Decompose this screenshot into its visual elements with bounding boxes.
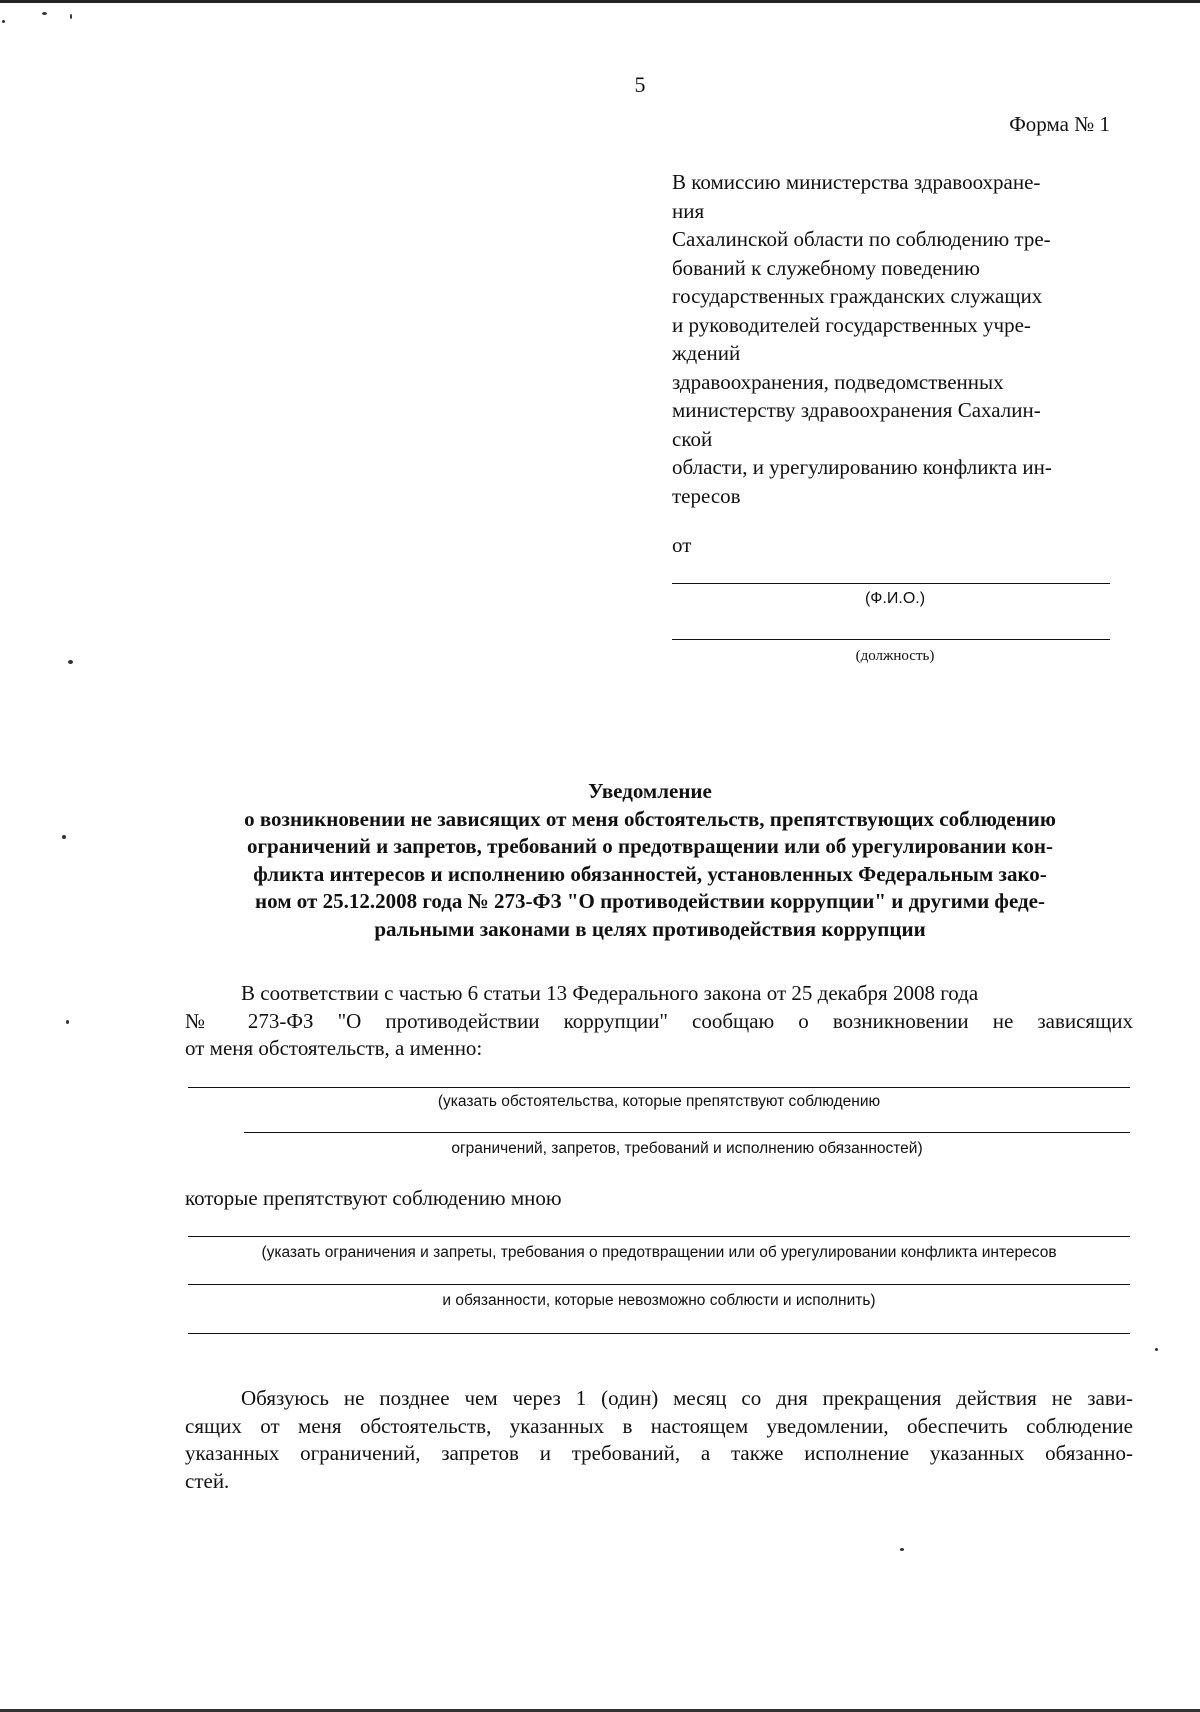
paragraph-line: указанных ограничений, запретов и требований, а также исполнение указанных обязанно- [185, 1441, 1133, 1465]
circumstances-blank-line-1[interactable] [188, 1087, 1130, 1088]
addressee-line: В комиссию министерства здравоохране- [672, 170, 1041, 194]
addressee-line: бований к служебному поведению [672, 255, 980, 280]
circumstances-hint-1: (указать обстоятельства, которые препятствуют соблюдению [437, 1093, 881, 1110]
paragraph-obligation [185, 1385, 1133, 1495]
addressee-line: министерству здравоохранения Сахалин- [672, 398, 1041, 422]
position-hint: (должность) [855, 648, 935, 664]
scan-speck [66, 1020, 69, 1024]
position-blank-line[interactable] [672, 639, 1110, 640]
title-line: фликта интересов и исполнению обязанностей, установленных Федеральным зако- [253, 861, 1047, 886]
scan-speck [1155, 1348, 1158, 1351]
fio-blank-line[interactable] [672, 583, 1110, 584]
scan-speck [68, 660, 73, 664]
paragraph-line: Обязуюсь не позднее чем через 1 (один) месяц со дня прекращения действия не зави- [241, 1386, 1133, 1410]
title-line: ном от 25.12.2008 года № 273-ФЗ "О противодействии коррупции" и другими феде- [255, 889, 1045, 913]
scan-speck [70, 14, 72, 19]
restrictions-blank-line-2[interactable] [188, 1284, 1130, 1285]
paragraph-line: от меня обстоятельств, а именно: [185, 1036, 483, 1060]
document-title [180, 778, 1120, 943]
page-number: 5 [634, 72, 646, 97]
scan-speck [42, 12, 47, 15]
paragraph-line: сящих от меня обстоятельств, указанных в настоящем уведомлении, обеспечить соблюдение [185, 1413, 1133, 1438]
circumstances-hint-2: ограничений, запретов, требований и исполнению обязанностей) [451, 1140, 923, 1157]
addressee-line: тересов [672, 483, 741, 508]
restrictions-blank-line-1[interactable] [188, 1236, 1130, 1237]
addressee-line: ской [672, 426, 713, 451]
addressee-line: ждений [672, 341, 741, 365]
title-line: ральными законами в целях противодействия коррупции [374, 916, 926, 941]
from-label: от [672, 533, 692, 557]
addressee-line: государственных гражданских служащих [672, 284, 1043, 308]
addressee-line: Сахалинской области по соблюдению тре- [672, 227, 1051, 251]
title-line: о возникновении не зависящих от меня обстоятельств, препятствующих соблюдению [244, 806, 1056, 831]
circumstances-blank-line-2[interactable] [244, 1132, 1130, 1133]
paragraph-restrictions [185, 1185, 562, 1213]
addressee-line: и руководителей государственных учре- [672, 312, 1031, 337]
paragraph-line: которые препятствуют соблюдению мною [185, 1186, 562, 1210]
scan-speck [900, 1548, 904, 1551]
restrictions-hint-1: (указать ограничения и запреты, требования о предотвращении или об урегулировании конфликта интересов [261, 1244, 1057, 1261]
fio-hint: (Ф.И.О.) [864, 590, 926, 607]
restrictions-hint-2: и обязанности, которые невозможно соблюсти и исполнить) [442, 1292, 876, 1309]
title-heading: Уведомление [588, 779, 712, 803]
scan-top-edge [0, 0, 1200, 3]
addressee-line: здравоохранения, подведомственных [672, 369, 1004, 394]
scan-speck [62, 835, 66, 839]
scan-speck [2, 20, 5, 23]
addressee-line: области, и урегулированию конфликта ин- [672, 455, 1052, 479]
paragraph-circumstances [185, 980, 1133, 1063]
addressee-line: ния [672, 198, 705, 223]
title-line: ограничений и запретов, требований о предотвращении или об урегулировании кон- [247, 834, 1053, 858]
paragraph-line: стей. [185, 1468, 230, 1493]
paragraph-line: № 273-ФЗ "О противодействии коррупции" сообщаю о возникновении не зависящих [185, 1008, 1133, 1033]
restrictions-blank-line-3[interactable] [188, 1333, 1130, 1334]
form-number: Форма № 1 [1009, 112, 1110, 136]
paragraph-line: В соответствии с частью 6 статьи 13 Федерального закона от 25 декабря 2008 года [241, 981, 979, 1005]
addressee-block [672, 168, 1122, 510]
